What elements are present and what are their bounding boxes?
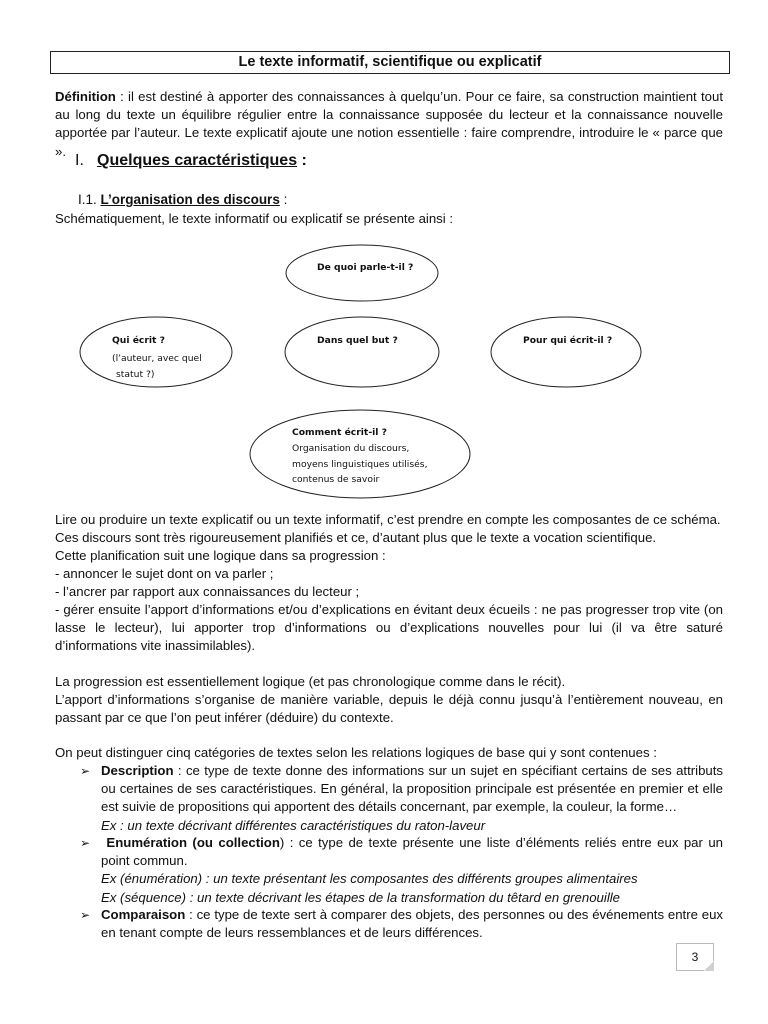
bullet-label: Description [101, 763, 174, 778]
section-number: I. [75, 152, 84, 169]
subsection-title: L’organisation des discours [100, 192, 280, 207]
diagram-method-title: Comment écrit-il ? [292, 427, 387, 438]
definition-text: : il est destiné à apporter des connaissances à quelqu’un. Pour ce faire, sa construction maintient tout au long du texte un équilibre régulier entre la connaissance supposée du lecteur et la connaissance nouvelle apportée par l’auteur. Le texte explicatif ajoute une notion essentielle : faire comprendre, introduire le « parce que ». [55, 89, 723, 159]
subsection-suffix: : [279, 192, 288, 207]
diagram-topic-text: De quoi parle-t-il ? [317, 262, 414, 273]
text-line-5: - l’ancrer par rapport aux connaissances du lecteur ; [55, 584, 360, 599]
diagram-method-line3: contenus de savoir [292, 474, 380, 485]
bullet-example: Ex (énumération) : un texte présentant les composantes des différents groupes alimentaires [101, 871, 638, 887]
ellipse-topic [286, 245, 438, 301]
section-title: Quelques caractéristiques [97, 152, 298, 169]
diagram-author-line1: (l’auteur, avec quel [112, 353, 202, 364]
diagram-purpose-text: Dans quel but ? [317, 335, 398, 346]
text-line-6: - gérer ensuite l’apport d’informations et/ou d’explications en évitant deux écueils : ne pas progresser trop vite (on lasse le lecteur), lui apporter trop d’informations ou d’explications nouvelles pour lui (il va être saturé d’informations vite inassimilables). [55, 602, 723, 654]
subsection-heading [78, 192, 287, 207]
ellipse-author [80, 317, 232, 387]
bullet-example: Ex (séquence) : un texte décrivant les étapes de la transformation du têtard en grenouille [101, 889, 621, 905]
diagram-author-title: Qui écrit ? [112, 335, 165, 346]
text-line-7: La progression est essentiellement logique (et pas chronologique comme dans le récit). [55, 674, 566, 689]
schema-intro: Schématiquement, le texte informatif ou explicatif se présente ainsi : [55, 211, 454, 226]
ellipse-purpose [285, 317, 439, 387]
page-title: Le texte informatif, scientifique ou explicatif [50, 51, 730, 74]
text-line-4: - annoncer le sujet dont on va parler ; [55, 566, 274, 581]
page-fold-icon [704, 961, 714, 971]
text-line-8: L’apport d’informations s’organise de manière variable, depuis le déjà connu jusqu’à l’entièrement nouveau, en passant par ce que l’on peut inférer (déduire) du contexte. [55, 692, 723, 726]
diagram-audience-text: Pour qui écrit-il ? [523, 335, 613, 346]
bullet-text: : ce type de texte donne des informations sur un sujet en spécifiant certains de ses attributs ou certaines de ses caractéristiques. En général, la proposition principale est présentée en premier et elle est suivie de propositions qui apportent des détails concernant, par exemple, la couleur, la forme… [101, 763, 723, 815]
diagram-method-line2: moyens linguistiques utilisés, [292, 459, 428, 470]
bullet-label: Enumération (ou collection [106, 835, 280, 850]
bullet-label: Comparaison [101, 907, 186, 922]
bullet-example: Ex : un texte décrivant différentes caractéristiques du raton-laveur [101, 817, 486, 833]
ellipse-audience [491, 317, 641, 387]
subsection-number: I.1. [78, 192, 97, 207]
text-line-1: Lire ou produire un texte explicatif ou un texte informatif, c’est prendre en compte les composantes de ce schéma. [55, 512, 721, 527]
schema-diagram [0, 240, 768, 510]
definition-paragraph [55, 88, 723, 161]
arrow-bullet-icon: ➢ [80, 908, 91, 922]
definition-label: Définition [55, 89, 116, 104]
arrow-bullet-icon: ➢ [80, 836, 91, 850]
arrow-bullet-icon: ➢ [80, 764, 91, 778]
diagram-method-line1: Organisation du discours, [292, 443, 410, 454]
list-item-description [80, 762, 723, 835]
diagram-author-line2: statut ?) [116, 369, 155, 380]
page-number [676, 943, 714, 971]
bullet-text: ) : ce type de texte présente une liste d’éléments reliés entre eux par un point commun. [101, 835, 723, 869]
section-suffix: : [297, 152, 307, 169]
bullet-text: : ce type de texte sert à comparer des objets, des personnes ou des événements entre eux en tenant compte de leurs ressemblances et de leurs différences. [101, 907, 723, 941]
list-item-enumeration [80, 834, 723, 907]
list-item-comparison [80, 906, 723, 942]
text-line-9: On peut distinguer cinq catégories de textes selon les relations logiques de base qui y sont contenues : [55, 745, 657, 760]
page-number-text: 3 [691, 950, 699, 964]
section-heading-1 [75, 152, 307, 170]
text-line-3: Cette planification suit une logique dans sa progression : [55, 548, 386, 563]
text-line-2: Ces discours sont très rigoureusement planifiés et ce, d’autant plus que le texte a vocation scientifique. [55, 530, 657, 545]
